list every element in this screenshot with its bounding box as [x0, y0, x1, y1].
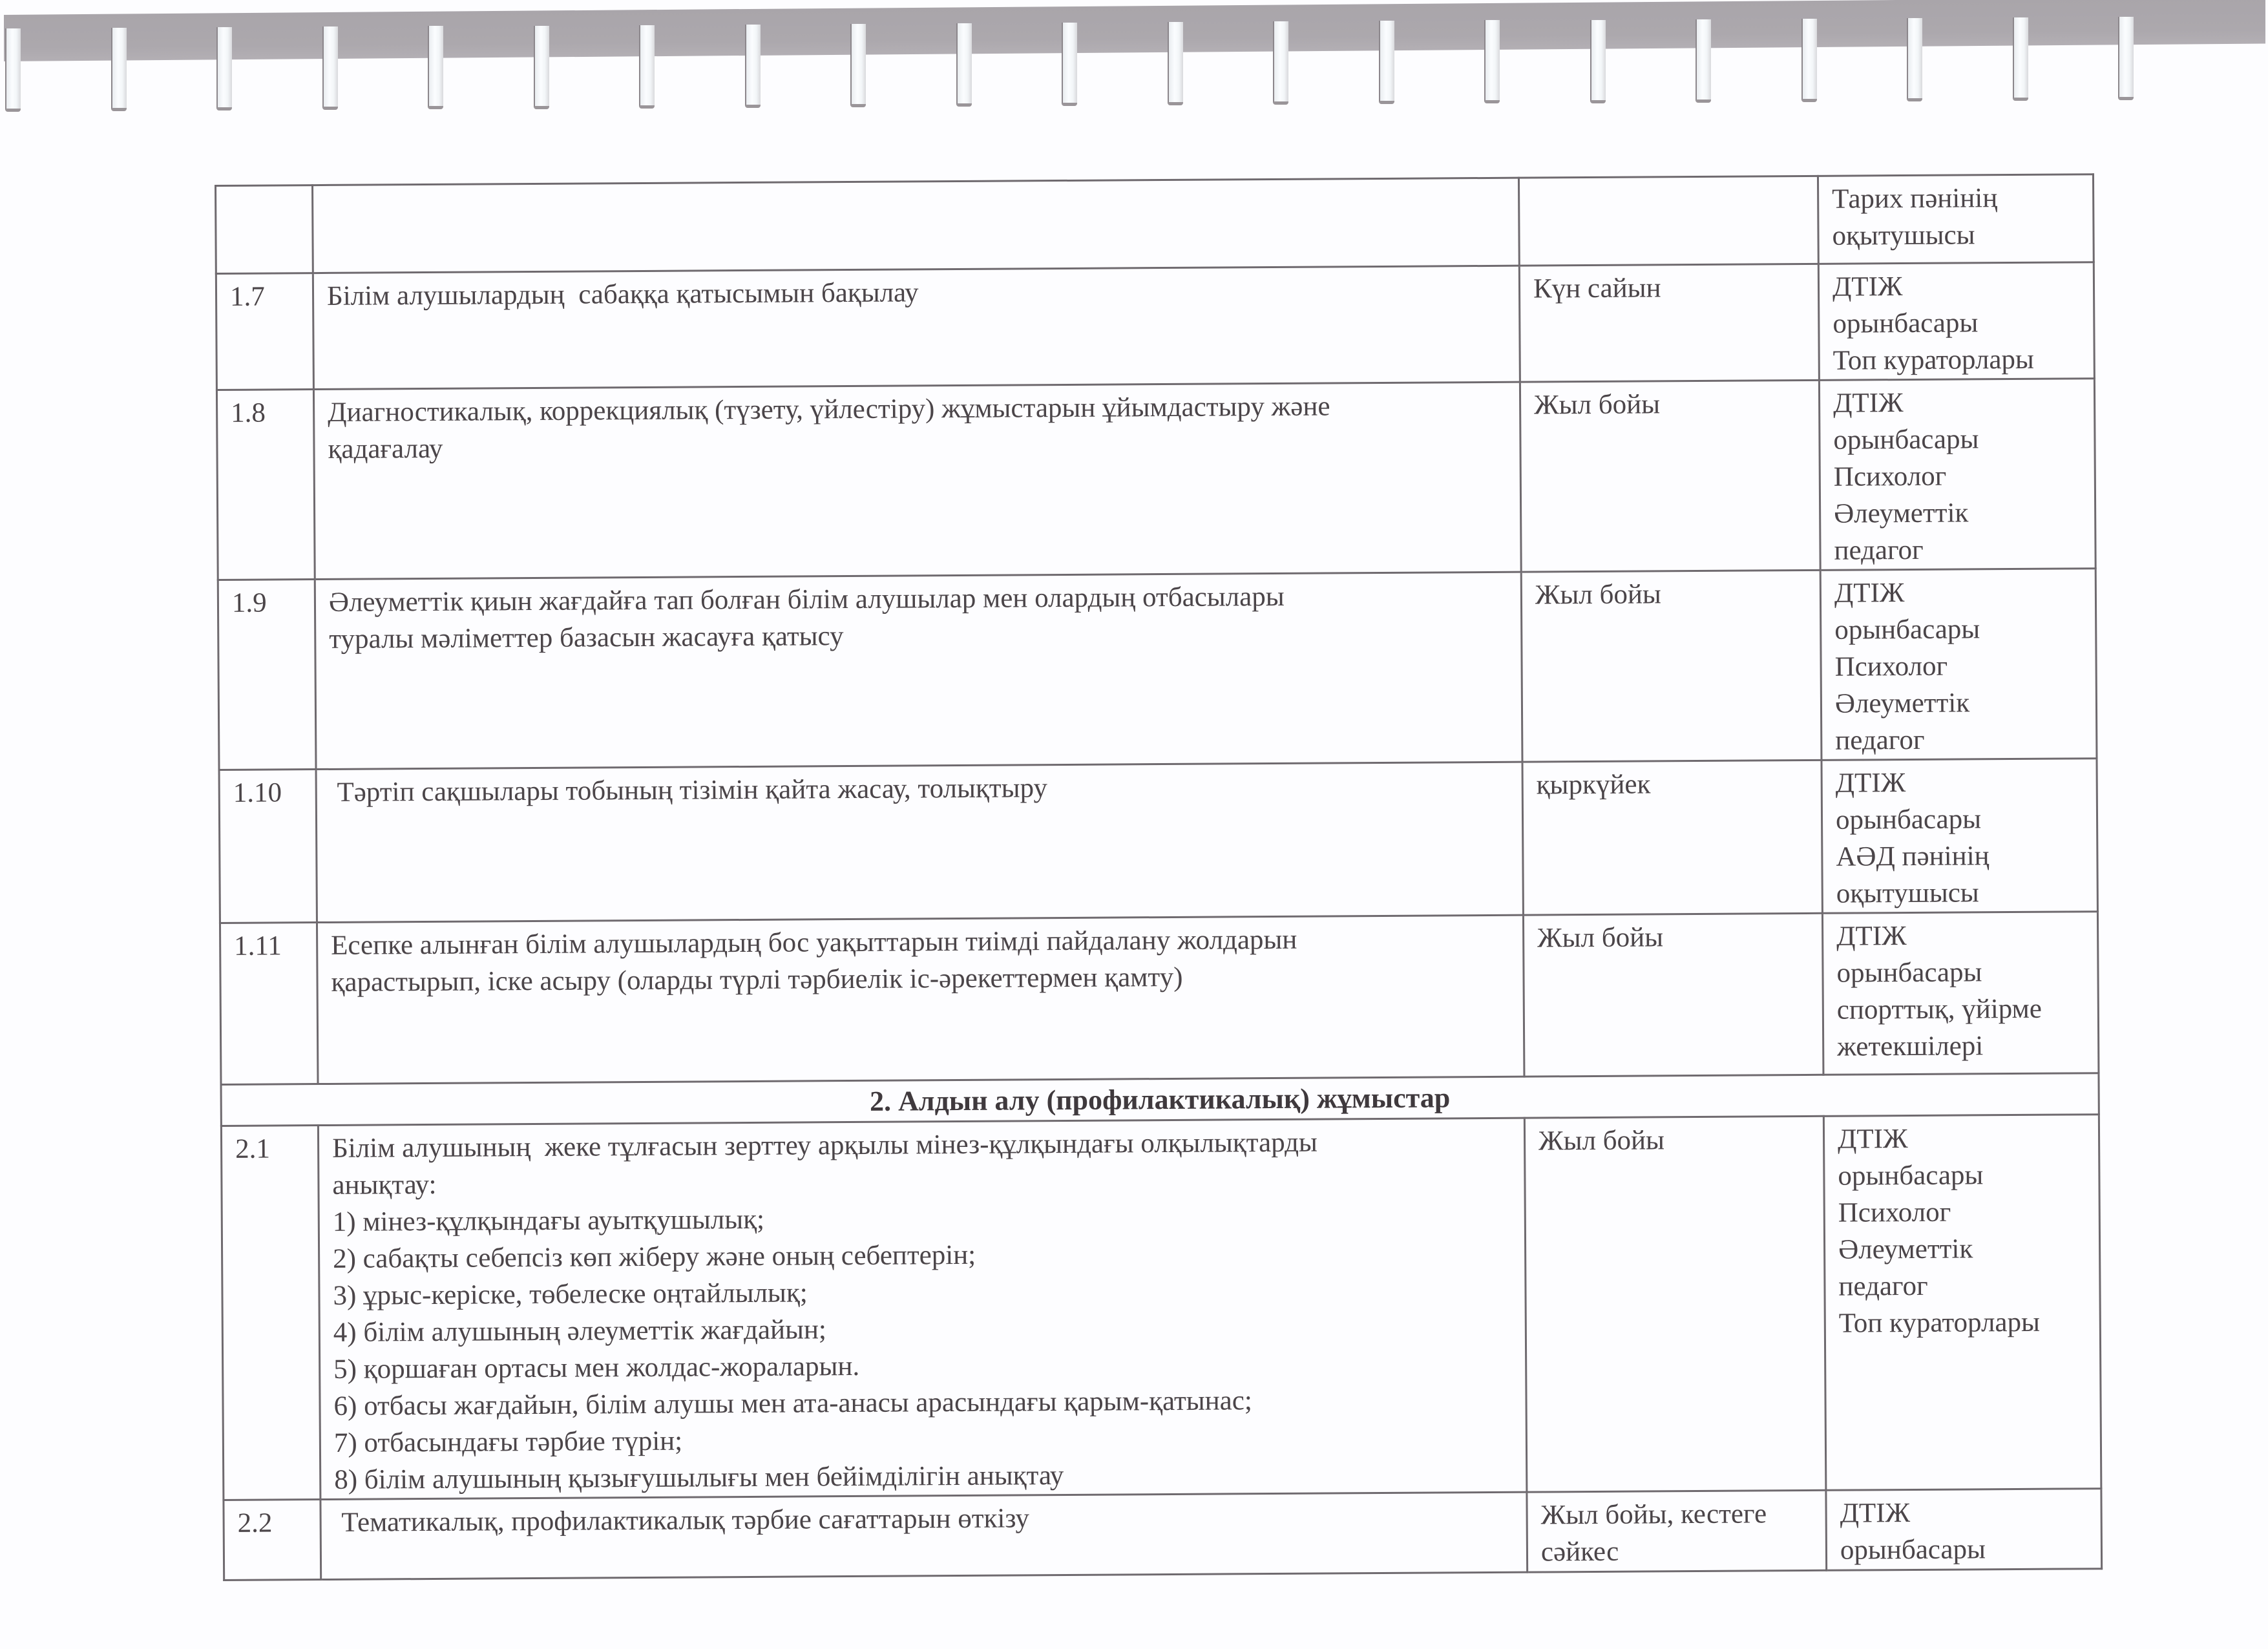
- binding-tooth: [428, 26, 443, 109]
- table-row: [221, 1115, 2101, 1500]
- time-cell: [1521, 570, 1822, 762]
- binding-tooth: [534, 26, 549, 109]
- activity-cell: [313, 266, 1520, 389]
- time-line: сәйкес: [1540, 1536, 1619, 1568]
- activity-line: 3) ұрыс-керіске, төбелеске оңтайлылық;: [333, 1277, 808, 1311]
- activity-line: 8) білім алушының қызығушылығы мен бейімділігін анықтау: [334, 1460, 1064, 1495]
- activity-cell: [313, 382, 1521, 579]
- responsible-line: ДТІЖ: [1832, 388, 1904, 419]
- binding-tooth: [1273, 21, 1288, 105]
- activity-line: қарастырып, іске асыру (оларды түрлі тәрбиелік іс-әрекеттермен қамту): [331, 961, 1183, 998]
- item-number: 1.8: [216, 390, 315, 580]
- responsible-line: Психолог: [1834, 651, 1948, 682]
- responsible-line: Психолог: [1838, 1197, 1951, 1228]
- item-number: 1.11: [220, 923, 318, 1085]
- responsible-cell: [1818, 174, 2094, 264]
- responsible-cell: [1823, 1115, 2101, 1491]
- item-number: 2.2: [224, 1500, 321, 1581]
- table-row: [224, 1489, 2102, 1581]
- binding-tooth: [1696, 19, 1711, 103]
- time-line: қыркүйек: [1536, 769, 1651, 801]
- section-title: 2. Алдын алу (профилактикалық) жұмыстар: [221, 1073, 2099, 1126]
- activity-line: Білім алушының жеке тұлғасын зерттеу арқылы мінез-құлқындағы олқылықтарды: [331, 1127, 1318, 1164]
- activity-line: 2) сабақты себепсіз көп жіберу және оның себептерін;: [333, 1239, 976, 1274]
- item-number: 1.9: [218, 580, 316, 770]
- responsible-line: Тарих пәнінің: [1832, 183, 1998, 215]
- binding-tooth: [2118, 17, 2134, 100]
- responsible-line: Психолог: [1833, 461, 1947, 492]
- binding-tooth: [1801, 19, 1817, 102]
- responsible-line: Әлеуметтік: [1838, 1234, 1973, 1265]
- binding-tooth: [1168, 22, 1183, 105]
- responsible-line: оқытушысы: [1832, 220, 1975, 251]
- responsible-line: педагог: [1835, 724, 1925, 756]
- activity-line: Диагностикалық, коррекциялық (түзету, үйлестіру) жұмыстарын ұйымдастыру және: [328, 391, 1330, 428]
- activity-line: қадағалау: [328, 433, 443, 465]
- responsible-cell: [1818, 262, 2094, 381]
- binding-shadow: [4, 0, 2265, 61]
- responsible-line: Әлеуметтік: [1834, 498, 1969, 529]
- responsible-line: орынбасары: [1835, 804, 1982, 835]
- time-cell: [1524, 1116, 1826, 1492]
- time-line: Жыл бойы: [1538, 1125, 1665, 1157]
- binding-tooth: [745, 25, 761, 108]
- table-row: [219, 759, 2097, 923]
- time-line: Жыл бойы, кестеге: [1540, 1498, 1767, 1531]
- plan-table: [215, 173, 2103, 1581]
- binding-tooth: [850, 24, 866, 107]
- table-row: [216, 262, 2094, 390]
- binding-tooth: [1590, 20, 1606, 103]
- responsible-line: ДТІЖ: [1834, 578, 1905, 609]
- activity-cell: [316, 762, 1523, 922]
- responsible-cell: [1820, 569, 2097, 761]
- table-row: [216, 174, 2094, 274]
- binding-tooth: [1484, 20, 1500, 103]
- binding-tooth: [322, 26, 338, 110]
- responsible-line: орынбасары: [1840, 1534, 1986, 1566]
- activity-cell: [315, 572, 1522, 769]
- table-row: [216, 379, 2095, 580]
- time-cell: [1523, 913, 1823, 1077]
- activity-line: Есепке алынған білім алушылардың бос уақыттарын тиімді пайдалану жолдарын: [331, 924, 1297, 961]
- activity-line: Білім алушылардың сабаққа қатысымын бақылау: [326, 277, 919, 311]
- time-cell: [1518, 176, 1818, 266]
- plan-table-body: [216, 174, 2102, 1581]
- time-cell: [1522, 760, 1822, 915]
- time-cell: [1527, 1490, 1827, 1572]
- responsible-cell: [1822, 912, 2099, 1075]
- binding-tooth: [1907, 18, 1922, 101]
- activity-line: Әлеуметтік қиын жағдайға тап болған білім алушылар мен олардың отбасылары: [328, 581, 1285, 618]
- responsible-cell: [1822, 759, 2097, 914]
- responsible-line: спорттық, үйірме: [1836, 993, 2042, 1025]
- responsible-cell: [1819, 379, 2095, 571]
- responsible-line: орынбасары: [1832, 308, 1979, 339]
- binding-tooth: [1379, 21, 1394, 104]
- activity-cell: [313, 178, 1520, 273]
- responsible-line: Әлеуметтік: [1834, 688, 1970, 719]
- comb-binding: [0, 0, 2268, 116]
- binding-tooth: [216, 27, 232, 110]
- item-number: 2.1: [221, 1126, 320, 1500]
- responsible-line: педагог: [1834, 534, 1924, 566]
- time-line: Күн сайын: [1533, 273, 1661, 304]
- binding-tooth: [639, 25, 655, 109]
- time-cell: [1519, 264, 1819, 382]
- responsible-cell: [1826, 1489, 2102, 1571]
- time-cell: [1520, 380, 1820, 572]
- activity-cell: [318, 1118, 1527, 1499]
- binding-tooth: [2013, 17, 2028, 101]
- activity-line: 4) білім алушының әлеуметтік жағдайын;: [333, 1314, 827, 1348]
- responsible-line: орынбасары: [1838, 1160, 1984, 1192]
- document-page: [215, 173, 2101, 1581]
- activity-line: туралы мәліметтер базасын жасауға қатысу: [329, 621, 844, 655]
- responsible-line: ДТІЖ: [1837, 1124, 1908, 1155]
- responsible-line: ДТІЖ: [1832, 271, 1903, 302]
- responsible-line: орынбасары: [1834, 614, 1980, 646]
- responsible-line: ДТІЖ: [1835, 768, 1906, 799]
- binding-tooth: [1062, 23, 1077, 106]
- responsible-line: оқытушысы: [1836, 877, 1979, 909]
- responsible-line: жетекшілері: [1837, 1031, 1984, 1062]
- responsible-line: Топ кураторлары: [1838, 1307, 2041, 1339]
- activity-cell: [317, 915, 1524, 1084]
- activity-line: Тематикалық, профилактикалық тәрбие сағаттарын өткізу: [334, 1503, 1030, 1538]
- time-line: Жыл бойы: [1533, 389, 1661, 421]
- table-row: [220, 912, 2098, 1085]
- activity-cell: [320, 1492, 1528, 1579]
- activity-line: Тәртіп сақшылары тобының тізімін қайта жасау, толықтыру: [330, 773, 1048, 808]
- time-line: Жыл бойы: [1537, 922, 1664, 954]
- responsible-line: педагог: [1838, 1270, 1928, 1302]
- item-number: 1.10: [219, 770, 317, 923]
- binding-tooth: [111, 28, 127, 111]
- binding-tooth: [956, 23, 972, 107]
- binding-tooth: [5, 28, 21, 112]
- responsible-line: ДТІЖ: [1836, 921, 1907, 952]
- activity-line: анықтау:: [332, 1169, 437, 1201]
- activity-line: 6) отбасы жағдайын, білім алушы мен ата-анасы арасындағы қарым-қатынас;: [333, 1385, 1252, 1422]
- responsible-line: Топ кураторлары: [1832, 344, 2035, 376]
- responsible-line: ДТІЖ: [1840, 1498, 1911, 1529]
- responsible-line: АӘД пәнінің: [1836, 841, 1990, 872]
- item-number: 1.7: [216, 273, 313, 390]
- responsible-line: орынбасары: [1833, 424, 1979, 456]
- responsible-line: орынбасары: [1836, 957, 1982, 989]
- item-number: [216, 185, 313, 274]
- table-row: [218, 569, 2097, 770]
- activity-line: 7) отбасындағы тәрбие түрін;: [333, 1425, 683, 1458]
- time-line: Жыл бойы: [1535, 579, 1661, 611]
- activity-line: 5) қоршаған ортасы мен жолдас-жораларын.: [333, 1350, 860, 1385]
- activity-line: 1) мінез-құлқындағы ауытқушылық;: [332, 1204, 765, 1237]
